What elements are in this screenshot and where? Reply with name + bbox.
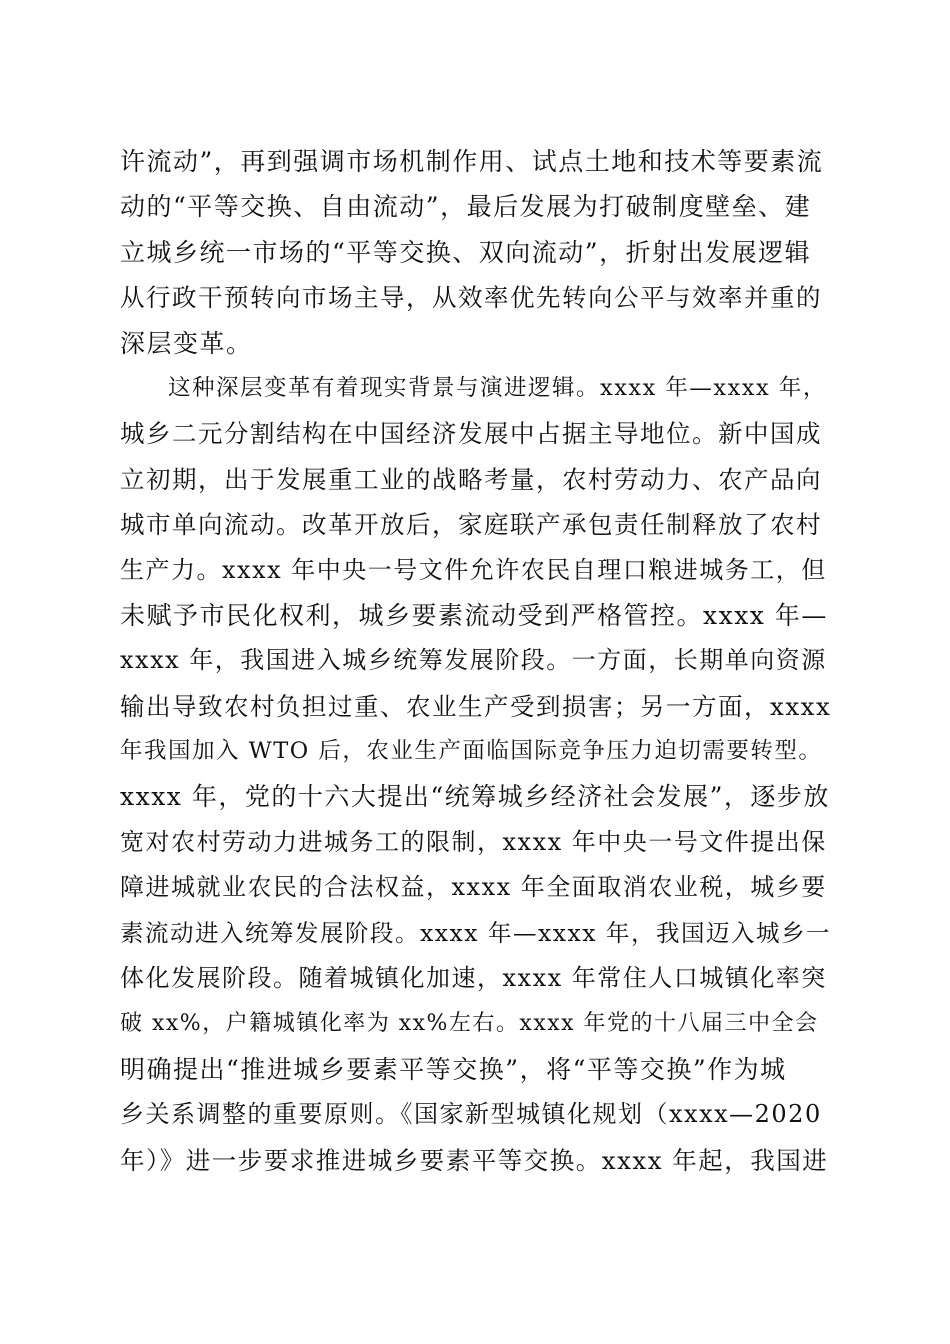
body-text [120, 139, 832, 1183]
text-line: 立初期，出于发展重工业的战略考量，农村劳动力、农产品向 [120, 464, 822, 494]
text-line: 从行政干预转向市场主导，从效率优先转向公平与效率并重的 [120, 283, 822, 313]
text-line: 立城乡统一市场的“平等交换、双向流动”，折射出发展逻辑 [120, 237, 812, 267]
text-line: 障进城就业农民的合法权益，xxxx 年全面取消农业税，城乡要 [120, 873, 827, 902]
text-line: 城市单向流动。改革开放后，家庭联产承包责任制释放了农村 [120, 510, 822, 540]
text-line: 明确提出“推进城乡要素平等交换”，将“平等交换”作为城 [120, 1054, 787, 1084]
text-line: 年我国加入 WTO 后，农业生产面临国际竞争压力迫切需要转型。 [120, 738, 823, 765]
text-line: 许流动”，再到强调市场机制作用、试点土地和技术等要素流 [120, 147, 824, 176]
text-line: 生产力。xxxx 年中央一号文件允许农民自理口粮进城务工，但 [120, 555, 827, 584]
text-line: 深层变革。 [120, 328, 253, 358]
text-line: xxxx 年，我国进入城乡统筹发展阶段。一方面，长期单向资源 [120, 646, 827, 675]
text-line: 素流动进入统筹发展阶段。xxxx 年—xxxx 年，我国迈入城乡一 [120, 918, 831, 947]
text-line: 体化发展阶段。随着城镇化加速，xxxx 年常住人口城镇化率突 [120, 964, 827, 993]
text-line: 破 xx%，户籍城镇化率为 xx%左右。xxxx 年党的十八届三中全会 [120, 1011, 819, 1037]
text-line: 未赋予市民化权利，城乡要素流动受到严格管控。xxxx 年— [120, 600, 828, 630]
text-line: 乡关系调整的重要原则。《国家新型城镇化规划（xxxx—2020 [120, 1100, 822, 1129]
text-line: 动的“平等交换、自由流动”，最后发展为打破制度壁垒、建 [120, 192, 812, 222]
text-line: 输出导致农村负担过重、农业生产受到损害；另一方面，xxxx [120, 691, 832, 721]
text-line: 宽对农村劳动力进城务工的限制，xxxx 年中央一号文件提出保 [120, 827, 827, 856]
text-line: xxxx 年，党的十六大提出“统筹城乡经济社会发展”，逐步放 [120, 782, 830, 812]
text-line: 城乡二元分割结构在中国经济发展中占据主导地位。新中国成 [120, 419, 822, 449]
paragraph-start-line: 这种深层变革有着现实背景与演进逻辑。xxxx 年—xxxx 年， [120, 374, 827, 401]
text-line: 年）》进一步要求推进城乡要素平等交换。xxxx 年起，我国进 [120, 1145, 829, 1175]
